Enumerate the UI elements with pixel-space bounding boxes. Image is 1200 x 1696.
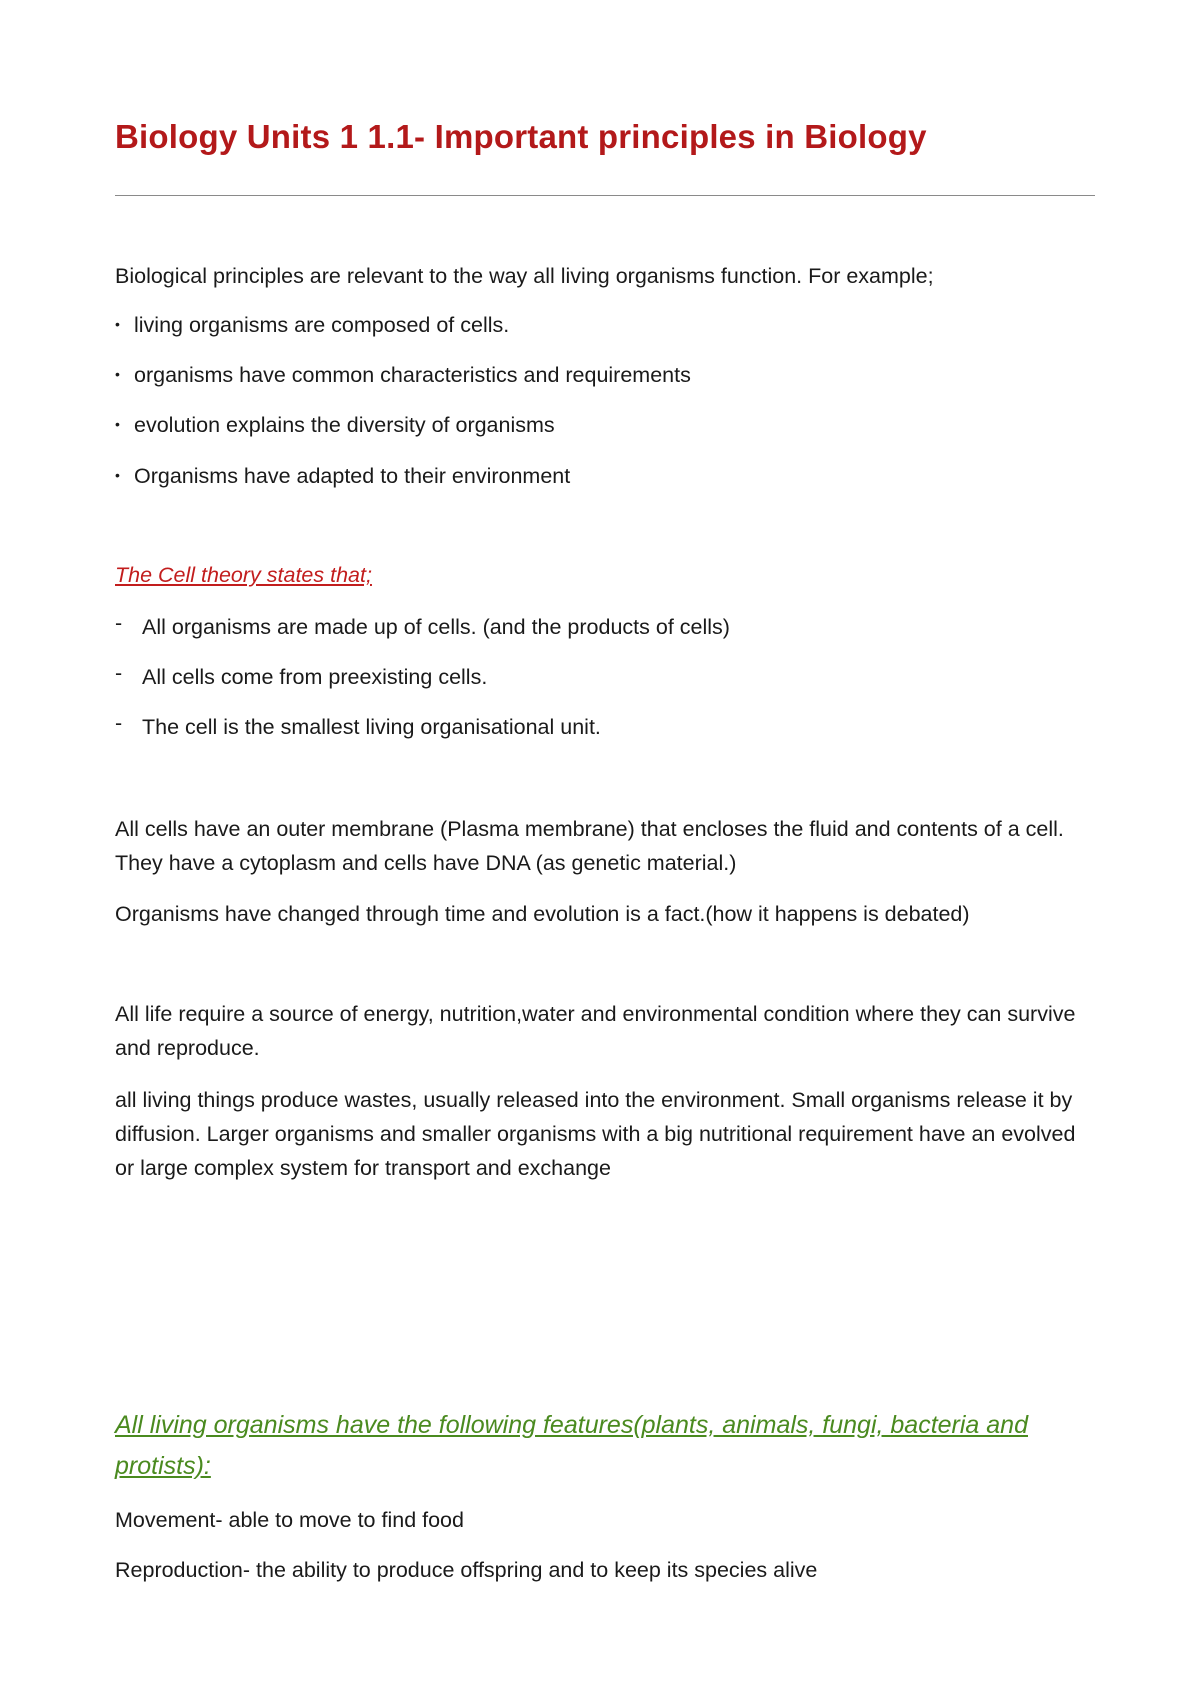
principle-item <box>115 410 555 441</box>
wastes-paragraph: all living things produce wastes, usually released into the environment. Small organisms release it by diffusion. Larger organisms and smaller organisms with a big nutritional requirement have an evolved or large complex system for transport and exchange <box>115 1088 1076 1180</box>
cell-theory-item <box>115 662 487 692</box>
dash-icon: - <box>115 661 123 685</box>
principle-text: evolution explains the diversity of organisms <box>134 413 555 437</box>
bullet-icon: • <box>115 467 120 484</box>
principle-item <box>115 360 691 391</box>
principle-item <box>115 461 570 492</box>
dash-icon: - <box>115 611 123 635</box>
evolution-paragraph: Organisms have changed through time and evolution is a fact.(how it happens is debated) <box>115 902 970 926</box>
principle-text: organisms have common characteristics and requirements <box>134 363 691 387</box>
cell-theory-text: The cell is the smallest living organisational unit. <box>142 715 601 739</box>
bullet-icon: • <box>115 416 120 433</box>
membrane-paragraph: All cells have an outer membrane (Plasma membrane) that encloses the fluid and contents of a cell. They have a cytoplasm and cells have DNA (as genetic material.) <box>115 817 1064 875</box>
bullet-icon: • <box>115 366 120 383</box>
cell-theory-heading: The Cell theory states that; <box>115 563 372 587</box>
principle-item <box>115 310 509 341</box>
features-heading: All living organisms have the following features(plants, animals, fungi, bacteria and protists): <box>115 1411 1028 1480</box>
feature-movement: Movement- able to move to find food <box>115 1508 464 1532</box>
cell-theory-text: All cells come from preexisting cells. <box>142 665 488 689</box>
page-title: Biology Units 1 1.1- Important principles in Biology <box>115 118 927 155</box>
principle-text: living organisms are composed of cells. <box>134 313 510 337</box>
title-divider <box>115 195 1095 196</box>
cell-theory-item <box>115 712 601 742</box>
bullet-icon: • <box>115 316 120 333</box>
cell-theory-item <box>115 612 730 642</box>
intro-paragraph: Biological principles are relevant to the way all living organisms function. For example; <box>115 264 934 288</box>
feature-reproduction: Reproduction- the ability to produce offspring and to keep its species alive <box>115 1558 818 1582</box>
dash-icon: - <box>115 711 123 735</box>
cell-theory-text: All organisms are made up of cells. (and the products of cells) <box>142 615 730 639</box>
principle-text: Organisms have adapted to their environment <box>134 464 571 488</box>
life-requirements-paragraph: All life require a source of energy, nutrition,water and environmental condition where they can survive and reproduce. <box>115 1002 1076 1060</box>
